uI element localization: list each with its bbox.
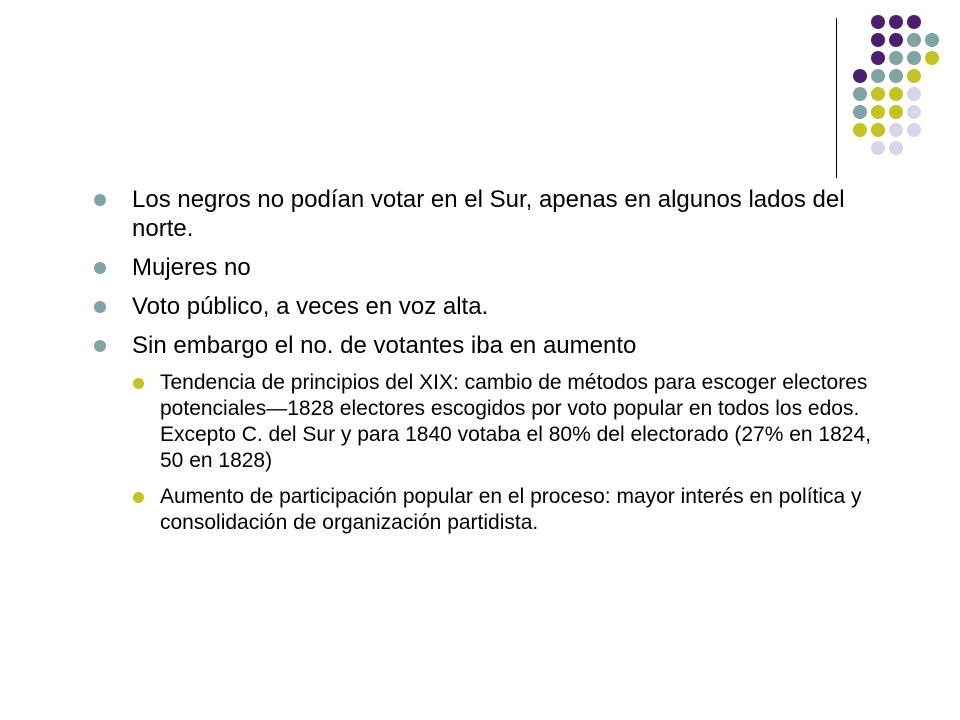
decorative-dot [907, 69, 921, 83]
bullet-point-icon [133, 378, 144, 389]
decorative-dot [889, 141, 903, 155]
decorative-dot [871, 51, 885, 65]
bullet-text: Aumento de participación popular en el proceso: mayor interés en política y consolidación de organización partidista. [160, 485, 862, 534]
decorative-dot [853, 105, 867, 119]
bullet-point-icon [94, 340, 106, 352]
decorative-dot [871, 105, 885, 119]
decorative-dot [907, 87, 921, 101]
decorative-dot [871, 123, 885, 137]
decorative-dot [907, 33, 921, 47]
decorative-dot [889, 15, 903, 29]
decorative-dot [889, 51, 903, 65]
decorative-dot [907, 123, 921, 137]
bullet-list [94, 185, 894, 546]
bullet-point-icon [94, 194, 106, 206]
bullet-point-icon [94, 301, 106, 313]
bullet-text: Tendencia de principios del XIX: cambio de métodos para escoger electores potenciales—1828 electores escogidos por voto popular en todos los edos. Excepto C. del Sur y para 1840 votaba el 80% del electorado (27% en 1824, 50 en 1828) [160, 371, 871, 472]
decorative-dot [871, 87, 885, 101]
vertical-divider-line [836, 18, 837, 178]
bullet-text: Los negros no podían votar en el Sur, apenas en algunos lados del norte. [132, 186, 845, 242]
decorative-dot-grid [0, 0, 960, 200]
bullet-text: Voto público, a veces en voz alta. [132, 293, 489, 320]
decorative-dot [871, 69, 885, 83]
decorative-dot [871, 141, 885, 155]
decorative-dot [871, 15, 885, 29]
decorative-dot [889, 123, 903, 137]
bullet-point-icon [133, 492, 144, 503]
decorative-dot [889, 69, 903, 83]
decorative-dot [853, 87, 867, 101]
bullet-item [94, 331, 894, 360]
bullet-item [94, 185, 894, 243]
bullet-point-icon [94, 262, 106, 274]
decorative-dot [889, 87, 903, 101]
bullet-text: Sin embargo el no. de votantes iba en aumento [132, 332, 637, 359]
bullet-item [94, 292, 894, 321]
bullet-item [94, 253, 894, 282]
bullet-text: Mujeres no [132, 254, 251, 281]
decorative-dot [853, 123, 867, 137]
sub-bullet-item [132, 484, 894, 536]
decorative-dot [871, 33, 885, 47]
sub-bullet-item [132, 370, 894, 474]
decorative-dot [907, 105, 921, 119]
decorative-dot [925, 51, 939, 65]
decorative-dot [925, 33, 939, 47]
decorative-dot [907, 15, 921, 29]
decorative-dot [853, 69, 867, 83]
decorative-dot [889, 33, 903, 47]
decorative-dot [889, 105, 903, 119]
decorative-dot [907, 51, 921, 65]
